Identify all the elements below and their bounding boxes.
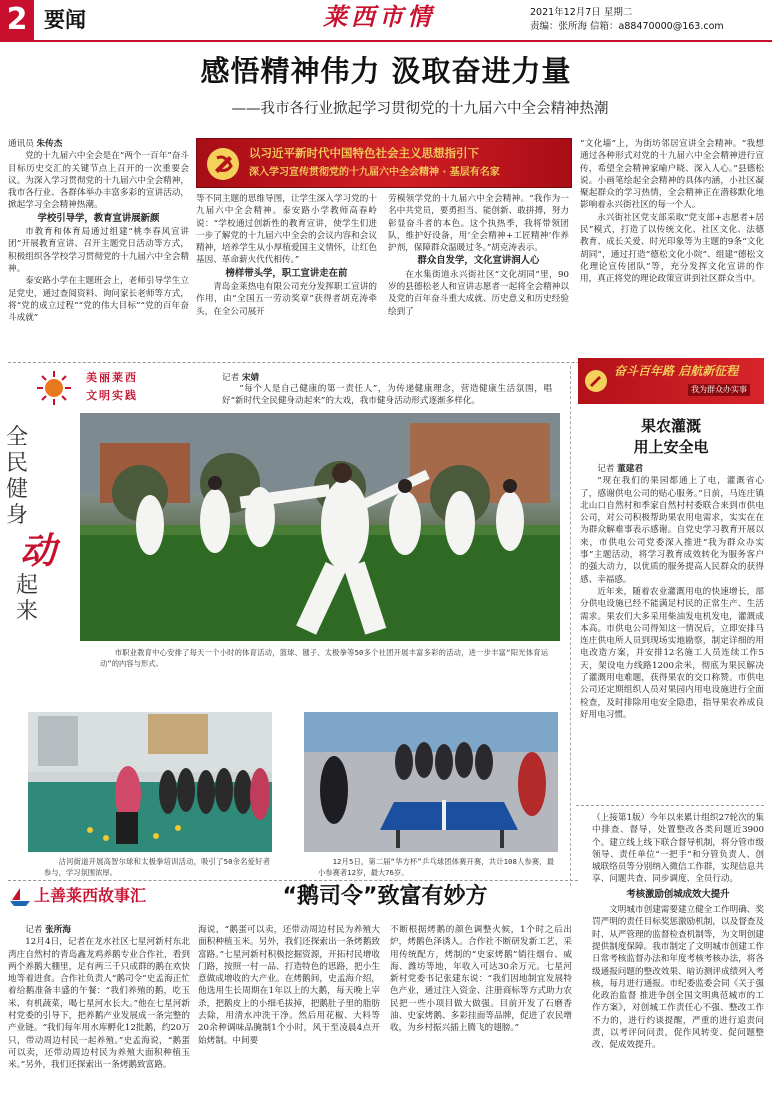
lead-paragraph: 党的十九届六中全会是在“两个一百年”奋斗目标历史交汇的关键节点上召开的一次重要会议。为深入学习贯彻党的十九届六中全会精神，我市各行业、各群体举办丰富多彩的宣讲活动，掀起学习全会精神热潮。 <box>8 151 189 211</box>
bottom-badge-text: 上善莱西故事汇 <box>34 886 147 905</box>
bottom-byline-name: 张所海 <box>45 925 71 935</box>
lead-paragraph: 青岛金莱热电有限公司充分发挥职工宣讲的作用，由“全国五一劳动奖章”获得者胡克涛牵头，在全公司展开 <box>196 282 377 317</box>
page-number: 2 <box>6 2 28 37</box>
feature-byline: 记者 宋婧 <box>222 373 260 383</box>
main-photo-caption: 市职业教育中心安排了每天一个小时的体育活动，篮球、毽子、太极拳等50多个社团开展丰富多彩的活动，进一步丰富“阳光体育运动”的内容与形式。 <box>100 648 548 669</box>
vertical-title-char: 身 <box>6 503 29 528</box>
lead-byline-name: 朱传杰 <box>36 139 63 149</box>
lead-subheadline: ——我市各行业掀起学习贯彻党的十九届六中全会精神热潮 <box>231 101 609 117</box>
bottom-headline: “鹅司令”致富有妙方 <box>282 884 488 909</box>
editor-contact: 责编：张所海 信箱：a88470000@163.com <box>530 21 724 32</box>
continued-paragraph: （上接第1版）今年以来累计组织27轮次的集中排查、督导，处置整改各类问题近3900个。建立线上线下联合督导机制，将分管市级领导、责任单位“一把手”和分管负责人、创城联络员等分别纳入微信工作群，实现信息共享、问题共查、同步调度、全员行动。 <box>592 813 764 885</box>
vertical-title-char: 来 <box>16 599 39 624</box>
table-tennis-photo <box>304 712 558 852</box>
lead-headline: 感悟精神伟力 汲取奋进力量 <box>200 54 572 88</box>
right-headline-line-1: 果农灌溉 <box>640 417 701 435</box>
bottom-badge <box>8 884 198 910</box>
tai-chi-illustration <box>80 413 560 641</box>
party-emblem-icon <box>584 369 608 393</box>
masthead-logo: 莱西市情 <box>323 2 435 31</box>
vertical-title-char: 健 <box>6 477 29 502</box>
right-byline: 记者 董建君 <box>597 464 643 474</box>
lead-paragraph: 市教育和体育局通过组建“桃李春风宣讲团”开展教育宣讲、召开主题党日活动等方式，积极组织各学校学习贯彻党的十九届六中全会精神。 <box>8 227 189 274</box>
party-emblem-icon <box>205 146 241 182</box>
left-photo-caption: 沽河街道开展高智尔球和太极拳培训活动，吸引了50余名爱好者参与，学习氛围浓厚。 <box>44 857 270 878</box>
lead-paragraph: 泰安路小学在主题班会上，老师引导学生立足党史，通过查阅资料、询问家长老师等方式，将“党的成立过程”“党的伟大目标”“党的百年奋斗成就” <box>8 276 189 324</box>
header-rule <box>0 40 772 42</box>
right-byline-name: 董建君 <box>617 464 643 474</box>
lead-banner <box>196 138 572 188</box>
lead-paragraph: 在水集街道永兴街社区“文化胡同”里，90岁的县德松老人和宣讲志愿者一起将全会精神以及党的百年奋斗重大成就、历史意义和历史经验绘到了 <box>388 269 569 317</box>
right-paragraph: 近年来，随着农业灌溉用电的快速增长，部分供电设施已经不能满足村民的正常生产、生活需求。果农们大多采用柴油发电机发电，灌溉成本高。市供电公司得知这一情况后，立即安排马连庄供电所人员到现场实地勘察，制定详细的用电改造方案，并安排12名施工人员连续工作5天，架设电力线路1200余米，彻底为果民解决了灌溉用电难题，获得果农的交口称赞。市供电公司还定期组织人员对果园内用电设施进行全面检查，及时排除用电安全隐患，指导果农养成良好用电习惯。 <box>580 586 764 720</box>
bottom-column-1 <box>8 924 190 1104</box>
right-paragraph: “现在我们的果园都通上了电，灌溉省心了，感谢供电公司的贴心服务。”日前，马连庄镇北山口自然村和季家自然村村委联合来到市供电公司，对公司积极帮助果农用电需求，实实在在为群众解难事表示感谢。自党史学习教育开展以来，市供电公司党委深入推进“我为群众办实事”主题活动，将学习教育成效转化为服务客户的强大动力，以优质的服务提高人民群众的获得感、幸福感。 <box>580 476 764 585</box>
feature-badge-line-1: 美丽莱西 <box>86 371 138 384</box>
tai-chi-photo <box>80 413 560 641</box>
right-badge <box>578 358 764 404</box>
bottom-byline: 记者 张所海 <box>25 925 71 935</box>
right-headline-line-2: 用上安全电 <box>633 438 709 456</box>
right-badge-line-3: 我为群众办实事 <box>688 384 750 396</box>
right-badge-line-1: 奋斗百年路 启航新征程 <box>614 364 739 378</box>
column-divider <box>570 366 571 886</box>
lead-column-2 <box>196 193 377 360</box>
continued-subheading: 考核激励创城成效大提升 <box>626 888 730 900</box>
table-tennis-illustration <box>304 712 558 852</box>
lead-column-4 <box>580 138 764 360</box>
lead-paragraph: 永兴街社区党支部采取“党支部+志愿者+居民”模式，打造了以传统文化、社区文化、法德教育、成长关爱、时光印象等为主题的9条“文化胡同”，通过打造“德松文化小院”、组建“德松文化理论宣传团队”等，充分发挥文化宣讲的作用，真正将党的理论政策宣讲到社区群众当中。 <box>580 212 764 285</box>
boat-icon <box>8 886 32 908</box>
feature-intro: “每个人是自己健康的第一责任人”，为传递健康理念，营造健康生活氛围，唱好“新时代全民健身动起来”的大戏，我市健身活动形式逐渐多样化。 <box>222 384 552 407</box>
croquet-photo <box>28 712 272 852</box>
croquet-illustration <box>28 712 272 852</box>
lead-byline: 通讯员 朱传杰 <box>8 139 63 149</box>
issue-date: 2021年12月7日 星期二 <box>530 7 633 18</box>
continued-paragraph: 文明城市创建需要建立健全工作明确、奖罚严明的责任目标奖惩激励机制，以及督查及时、从严管理的监督检查机制等，为文明创建提供制度保障。我市制定了文明城市创建工作日常考核监督办法和年度考核考核办法，将各级通报问题的整改效果、暗访测评成绩列入考核，每月进行通报。市纪委监委会同《关于强化政治监督 推进争创全国文明典范城市的工作方案》，对创城工作责任心不强、整改工作不力的，进行约谈提醒，严重的进行追责问责，以考评问问责，促作风转变、促问题整改、促成效提升。 <box>592 905 764 1051</box>
lead-paragraph: “文化墙”上，为街坊邻居宣讲全会精神。“我想通过各种形式对党的十九届六中全会精神进行宣传，希望全会精神家喻户晓、深入人心。”县德松说。小画笔绘起全会精神的具体内涵，小社区凝聚起群众的学习热情，全会精神正在潜移默化地影响着永兴街社区的每一个人。 <box>580 139 764 211</box>
right-headline <box>578 416 764 458</box>
vertical-title-char: 全 <box>6 425 29 450</box>
lead-paragraph: 劳模领学党的十九届六中全会精神。“我作为一名中共党员，要勇担当、能创新、敢拼搏，努力彰显奋斗者的本色。这个执热季，我将带领团队，维护好设备，用‘全会精神+工匠精神’作养护剂，保障群众温暖过冬。”胡克涛表示。 <box>388 194 569 254</box>
lead-subheading: 学校引导学，教育宣讲展新颜 <box>37 212 160 224</box>
bottom-column-2 <box>198 924 380 1104</box>
bottom-paragraph: 12月4日，记者在龙水社区七星河新村东北湾庄自然村的青岛鑫龙鸡养鹅专业合作社，看到两个养鹅大棚里，足有两三千只成群的鹅在欢快地等着进食。合作社负责人“鹅司令”史孟海正忙着给鹅准备丰盛的午餐：“我们养殖的鹅，吃玉米、有机蔬菜，喝七星河水长大。”他在七星河新村党委的引导下，把养鹅产业发展成一条完整的产业链。“我们每年用水库孵化12批鹅，约20万只，带动周边村民一起养殖。”史孟海说，“鹅蛋可以卖，还带动周边村民为养殖大面积种植玉米。”另外，我们还探索出一条烤鹅致富路。 <box>8 937 190 1071</box>
vertical-title-char: 起 <box>16 573 39 598</box>
section-divider <box>576 805 764 806</box>
sun-emblem-icon <box>36 370 72 406</box>
feature-badge-line-2: 文明实践 <box>86 389 138 402</box>
vertical-title-char: 民 <box>6 451 29 476</box>
banner-line-2: 深入学习宣传贯彻党的十九届六中全会精神 · 基层有名家 <box>249 167 500 178</box>
lead-column-3 <box>388 193 569 360</box>
right-photo-caption: 12月5日，第二届“华方杯”乒乓球团体赛开赛，共计108人参赛，最小参赛者12岁，最大76岁。 <box>318 857 554 878</box>
bottom-paragraph: 不断根据烤鹅的颜色调整火候，1个时之后出炉，烤鹅色泽诱人。合作社不断研发新工艺，采用传统配方，烤制的“史家烤鹅”销往烟台、威海、潍坊等地，年收入可达30余万元。七星河新村党委书记张建东说：“我们因地制宜发展特色产业，通过注入资金、注册商标等方式助力农民把一些小项目做大做强。目前开发了石磨香油、史家烤鹅、多彩挂面等品牌，促进了农民增收，为乡村振兴插上腾飞的翅膀。” <box>390 925 572 1034</box>
lead-paragraph: 等不同主题的思维导图，让学生深入学习党的十九届六中全会精神。泰安路小学教师高春岭说：“学校通过创新性的教育宣讲，使学生们进一步了解党的十九届六中全会的会议内容和会议精神，培养学生从小厚植爱国主义情怀，让红色基因、革命薪火代代相传。” <box>196 194 377 266</box>
continued-article <box>592 812 764 1102</box>
section-title: 要闻 <box>44 8 86 32</box>
bottom-column-3 <box>390 924 572 1104</box>
vertical-title-char-accent: 动 <box>20 530 57 572</box>
lead-subheading: 榜样带头学，职工宣讲走在前 <box>225 267 348 279</box>
lead-column-1 <box>8 138 189 360</box>
right-article <box>580 463 764 803</box>
lead-subheading: 群众自发学，文化宣讲润人心 <box>417 255 540 267</box>
bottom-paragraph: 海说，“鹅蛋可以卖，还带动周边村民为养殖大面积种植玉米。另外，我们还探索出一条烤鹅致富路。”七星河新村积极挖掘资源，开拓村民增收门路，按照一村一品、打造特色的思路，把小生意做成增收的大产业。在烤鹅间，史孟海介绍，他选用生长周期在1年以上的大鹅，每天晚上宰杀，把鹅皮上的小细毛拔掉，把鹅肚子里的脂肪去除，用清水冲洗干净。然后用花椒、大料等20余种调味品腌制1个小时，风干至凌晨4点开始烤制。中间要 <box>198 925 380 1046</box>
vertical-feature-title <box>6 425 57 625</box>
banner-line-1: 以习近平新时代中国特色社会主义思想指引下 <box>249 146 479 160</box>
feature-byline-name: 宋婧 <box>241 373 260 383</box>
feature-badge <box>36 368 196 408</box>
page-number-block <box>0 0 34 40</box>
